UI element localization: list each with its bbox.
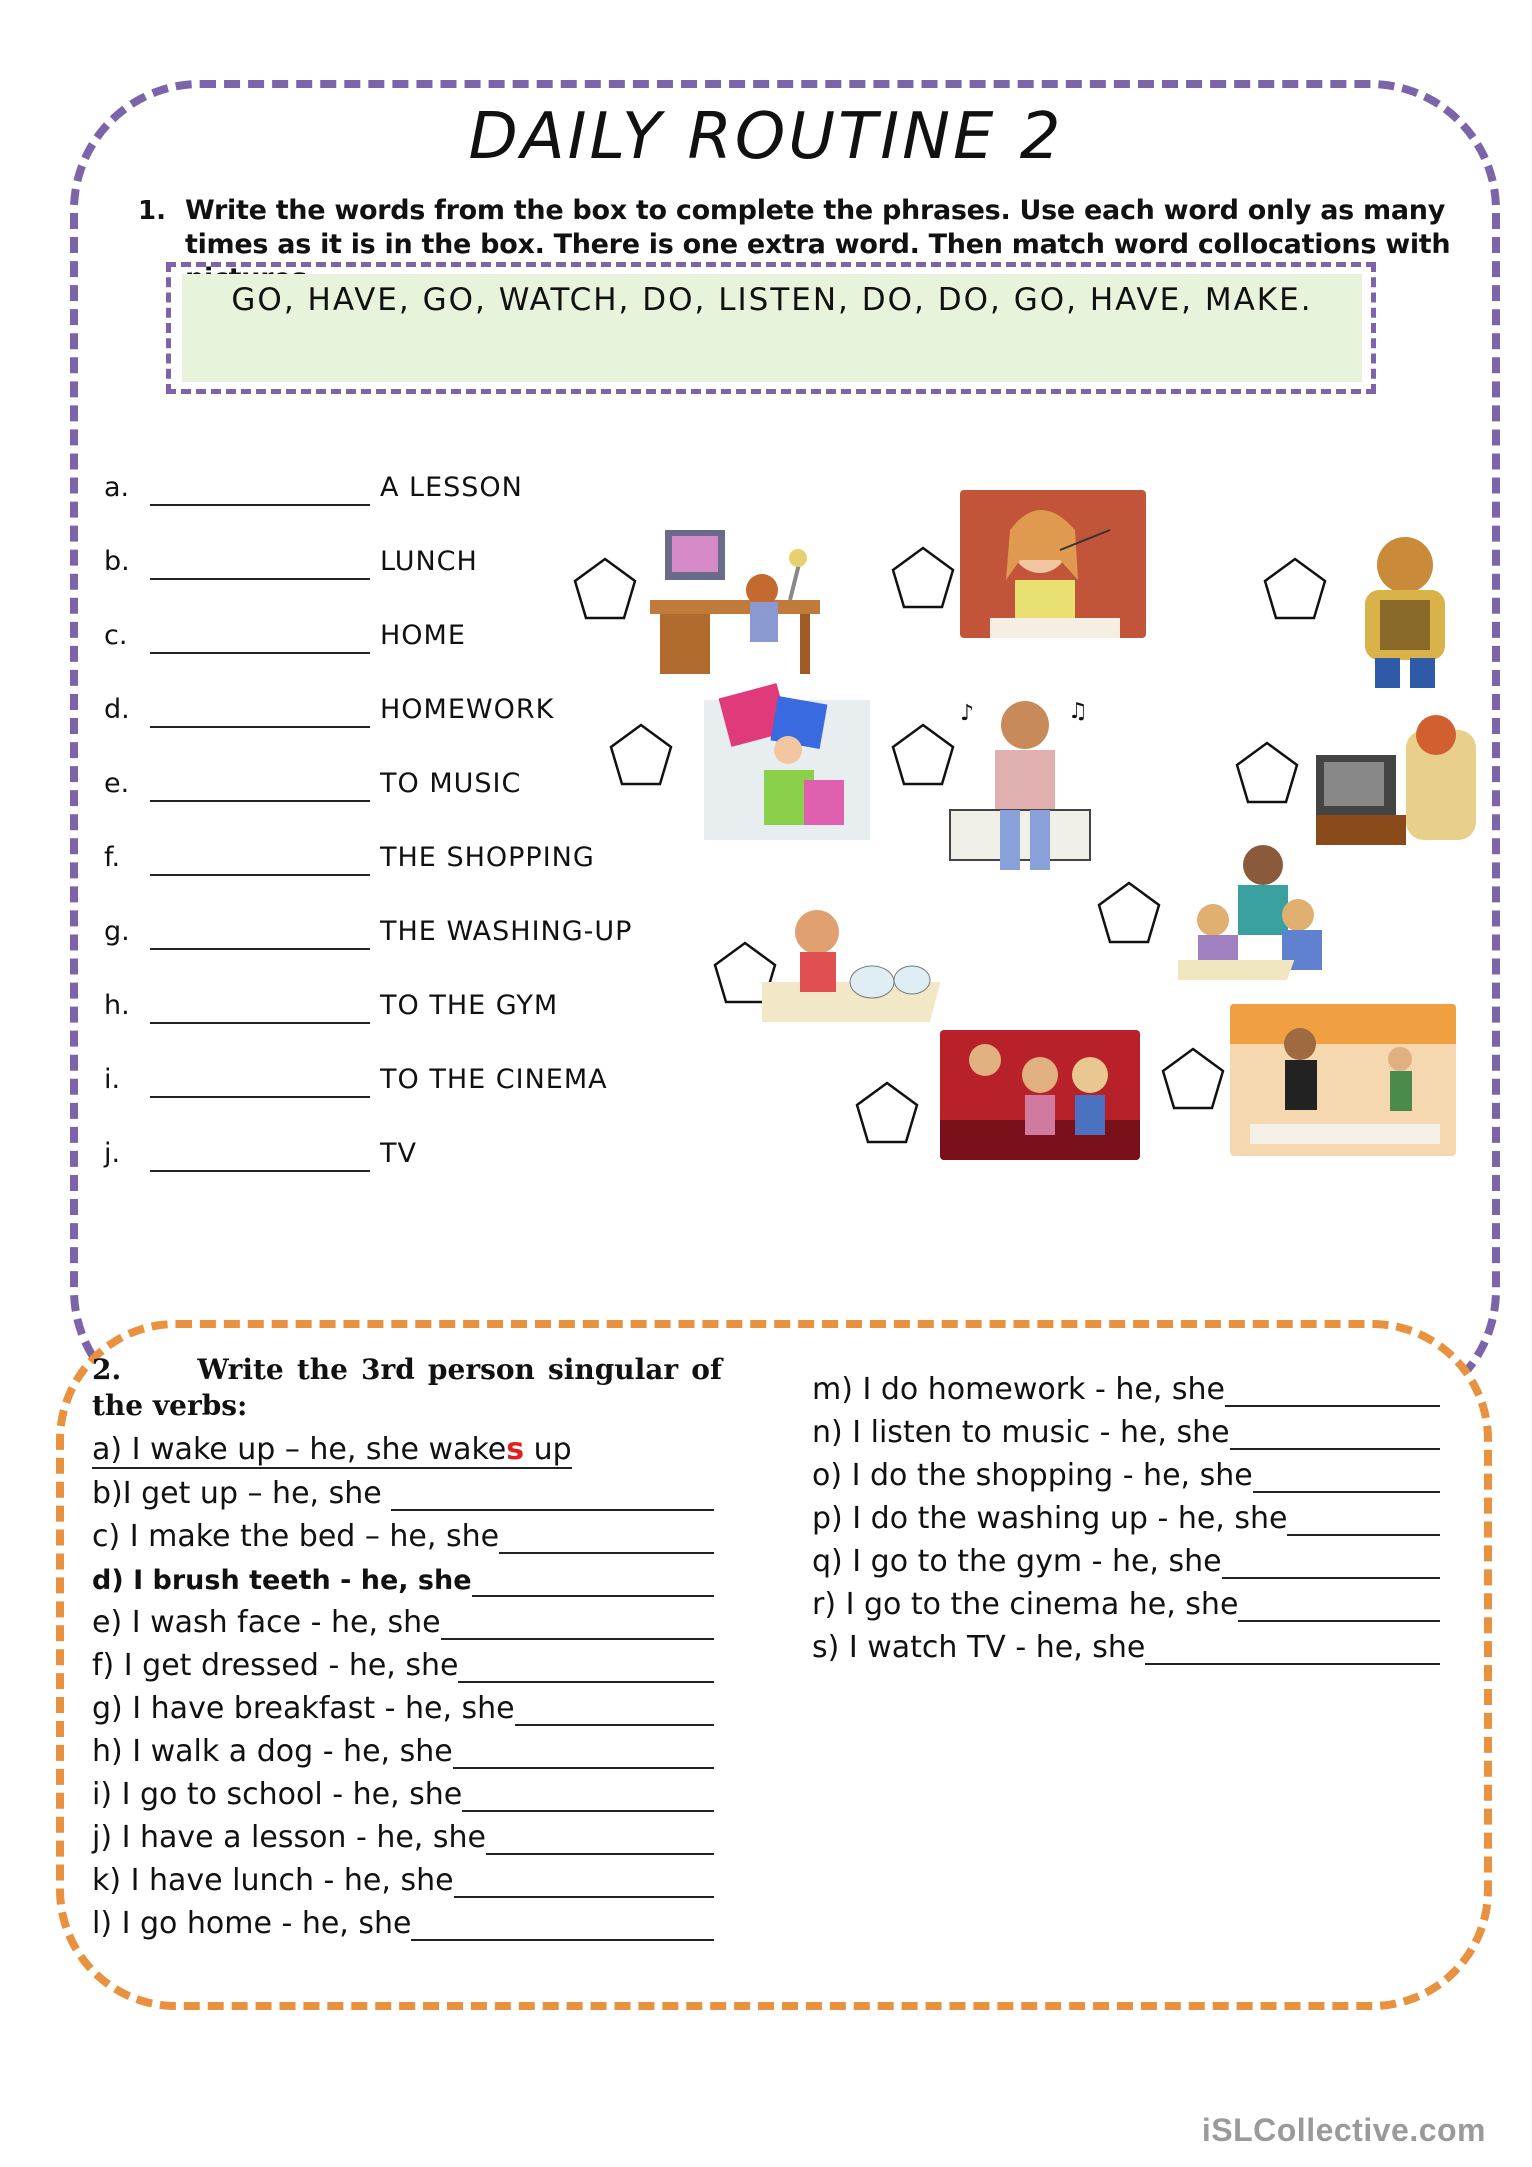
example-text-a: I wake up – he, she wake [131, 1432, 507, 1467]
verb-line [812, 1415, 1440, 1450]
shopping-picture [704, 680, 870, 852]
washing-up-picture [762, 902, 962, 1046]
row-phrase: HOME [380, 620, 466, 651]
row-letter: a. [104, 472, 130, 503]
verb-line [92, 1734, 714, 1769]
page-title: DAILY ROUTINE 2 [468, 100, 1064, 174]
example-text-b: up [524, 1432, 572, 1467]
answer-line[interactable] [391, 1483, 714, 1511]
row-letter: b. [104, 546, 130, 577]
homework-desk-picture [640, 520, 830, 680]
verb-line [812, 1458, 1440, 1493]
footer-watermark: iSLCollective.com [1201, 2112, 1486, 2148]
verb-line-text: n) I listen to music - he, she [812, 1415, 1230, 1450]
answer-pentagon-7[interactable] [1096, 880, 1162, 946]
verb-line-text: m) I do homework - he, she [812, 1372, 1225, 1407]
answer-blank[interactable] [150, 578, 370, 580]
row-phrase: TV [380, 1138, 417, 1169]
tv-picture [1306, 700, 1486, 850]
answer-line[interactable] [515, 1698, 714, 1726]
verb-line-text: f) I get dressed - he, she [92, 1648, 459, 1683]
verb-line [92, 1820, 714, 1855]
row-phrase: TO MUSIC [380, 768, 522, 799]
answer-line[interactable] [1225, 1379, 1440, 1407]
lesson-picture [1178, 840, 1344, 1000]
row-phrase: TO THE CINEMA [380, 1064, 608, 1095]
answer-blank[interactable] [150, 1022, 370, 1024]
answer-pentagon-4[interactable] [608, 722, 674, 788]
answer-blank[interactable] [150, 874, 370, 876]
verb-line [92, 1906, 714, 1941]
row-letter: i. [104, 1064, 121, 1095]
answer-pentagon-9[interactable] [1160, 1046, 1226, 1112]
verb-line-text: e) I wash face - he, she [92, 1605, 441, 1640]
answer-pentagon-3[interactable] [1262, 556, 1328, 622]
answer-line[interactable] [499, 1526, 714, 1554]
exercise1-number: 1. [138, 196, 166, 226]
answer-line[interactable] [454, 1870, 714, 1898]
row-phrase: TO THE GYM [380, 990, 559, 1021]
verb-line [92, 1605, 714, 1640]
verb-line-text: j) I have a lesson - he, she [92, 1820, 486, 1855]
exercise2-instruction: Write the 3rd person singular of the verbs: [92, 1353, 722, 1422]
row-letter: f. [104, 842, 121, 873]
gym-picture [1230, 1004, 1456, 1156]
answer-line[interactable] [441, 1612, 714, 1640]
answer-blank[interactable] [150, 800, 370, 802]
answer-blank[interactable] [150, 1096, 370, 1098]
verb-line [92, 1648, 714, 1683]
answer-line[interactable] [411, 1913, 714, 1941]
verb-line [92, 1562, 714, 1597]
verb-line-text: s) I watch TV - he, she [812, 1630, 1146, 1665]
answer-blank[interactable] [150, 1170, 370, 1172]
verb-line-text: l) I go home - he, she [92, 1906, 412, 1941]
answer-line[interactable] [1145, 1637, 1440, 1665]
verb-line [812, 1630, 1440, 1665]
answer-line[interactable] [1222, 1551, 1440, 1579]
verb-line-text: c) I make the bed – he, she [92, 1519, 500, 1554]
row-letter: c. [104, 620, 128, 651]
row-letter: j. [104, 1138, 121, 1169]
row-letter: h. [104, 990, 130, 1021]
verb-line-text: b)I get up – he, she [92, 1476, 392, 1511]
word-box-text: GO, HAVE, GO, WATCH, DO, LISTEN, DO, DO, GO, HAVE, MAKE. [231, 282, 1313, 318]
exercise2-heading [92, 1352, 722, 1424]
row-phrase: A LESSON [380, 472, 523, 503]
answer-pentagon-6[interactable] [1234, 740, 1300, 806]
answer-line[interactable] [453, 1741, 714, 1769]
example-highlight: s [506, 1432, 525, 1467]
verb-line [92, 1476, 714, 1511]
verb-line-text: q) I go to the gym - he, she [812, 1544, 1222, 1579]
verb-line [92, 1863, 714, 1898]
row-phrase: THE SHOPPING [380, 842, 595, 873]
cinema-picture [940, 1030, 1140, 1160]
verb-line [812, 1501, 1440, 1536]
verb-line [92, 1519, 714, 1554]
answer-line[interactable] [1230, 1422, 1440, 1450]
answer-line[interactable] [486, 1827, 714, 1855]
verb-line-text: k) I have lunch - he, she [92, 1863, 454, 1898]
row-phrase: LUNCH [380, 546, 478, 577]
answer-line[interactable] [1253, 1465, 1440, 1493]
row-phrase: HOMEWORK [380, 694, 555, 725]
example-prefix: a) [92, 1432, 123, 1467]
verb-line-text: h) I walk a dog - he, she [92, 1734, 453, 1769]
verb-line [812, 1587, 1440, 1622]
verb-line-text: g) I have breakfast - he, she [92, 1691, 515, 1726]
music-picture [940, 690, 1100, 880]
verb-line [812, 1372, 1440, 1407]
answer-pentagon-10[interactable] [854, 1080, 920, 1146]
verb-line [92, 1691, 714, 1726]
exercise2-number: 2. [92, 1353, 122, 1386]
verb-line-text: o) I do the shopping - he, she [812, 1458, 1253, 1493]
svg-text:♫: ♫ [1068, 699, 1088, 724]
verb-line-text: d) I brush teeth - he, she [92, 1565, 472, 1596]
answer-line[interactable] [458, 1655, 714, 1683]
row-letter: e. [104, 768, 130, 799]
answer-pentagon-1[interactable] [572, 556, 638, 622]
answer-line[interactable] [472, 1569, 714, 1597]
answer-blank[interactable] [150, 652, 370, 654]
lunch-picture [960, 490, 1146, 638]
answer-line[interactable] [1238, 1594, 1440, 1622]
verb-line [92, 1777, 714, 1812]
row-letter: g. [104, 916, 130, 947]
answer-blank[interactable] [150, 948, 370, 950]
row-phrase: THE WASHING-UP [380, 916, 633, 947]
answer-line[interactable] [1287, 1508, 1440, 1536]
verb-line-text: r) I go to the cinema he, she [812, 1587, 1239, 1622]
answer-pentagon-2[interactable] [890, 545, 956, 611]
verb-line [812, 1544, 1440, 1579]
row-letter: d. [104, 694, 130, 725]
answer-blank[interactable] [150, 726, 370, 728]
example-line [92, 1432, 572, 1467]
verb-line-text: i) I go to school - he, she [92, 1777, 463, 1812]
answer-blank[interactable] [150, 504, 370, 506]
answer-line[interactable] [462, 1784, 714, 1812]
verb-line-text: p) I do the washing up - he, she [812, 1501, 1288, 1536]
going-home-picture [1330, 530, 1480, 690]
exercise1-instruction: Write the words from the box to complete the phrases. Use each word only as many times as it is in the box. There is one extra word. Then match word collocations with [185, 195, 1451, 260]
svg-text:♪: ♪ [960, 701, 975, 726]
